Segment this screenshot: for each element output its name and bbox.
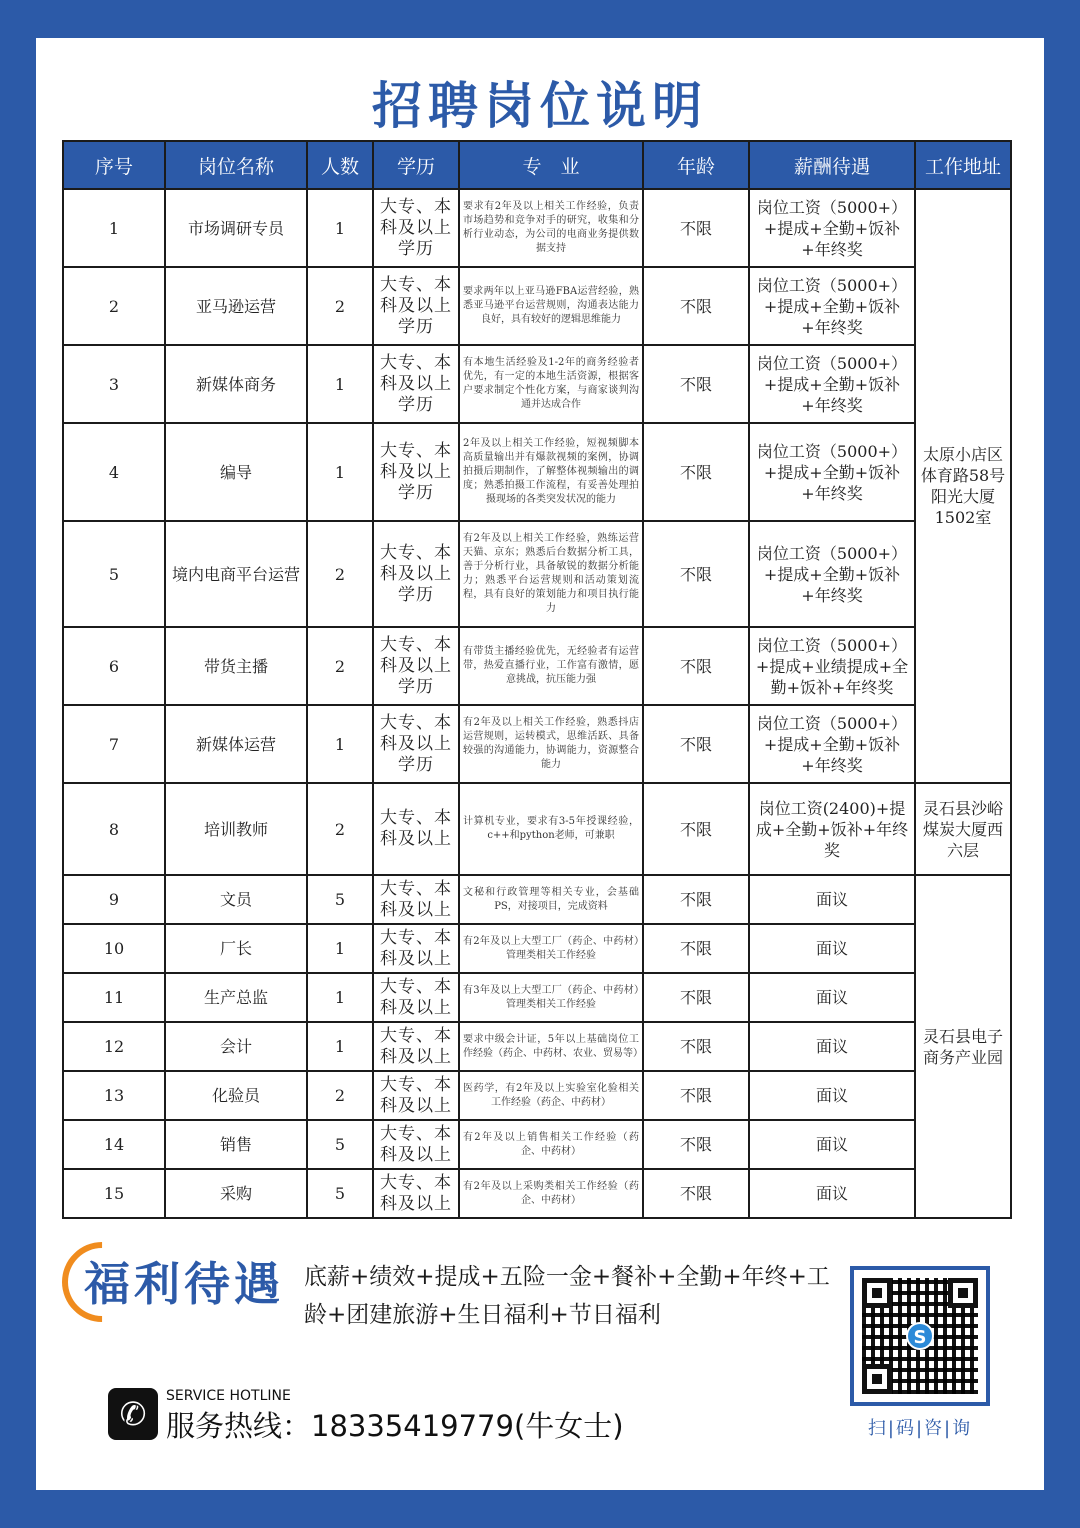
row-no: 7: [63, 705, 165, 783]
row-salary: 岗位工资（5000+）+提成+全勤+饭补+年终奖: [749, 521, 915, 627]
row-salary: 面议: [749, 1169, 915, 1218]
row-education: 大专、本科及以上: [373, 875, 459, 924]
header-count: 人数: [307, 141, 373, 189]
table-row: [63, 924, 1011, 973]
row-education: 大专、本科及以上: [373, 1022, 459, 1071]
table-row: [63, 1120, 1011, 1169]
row-salary: 面议: [749, 924, 915, 973]
row-major: 2年及以上相关工作经验，短视频脚本高质量输出并有爆款视频的案例，协调拍摄后期制作，了解整体视频输出的调度；熟悉拍摄工作流程，有妥善处理拍摄现场的各类突发状况的能力: [459, 423, 643, 521]
row-no: 10: [63, 924, 165, 973]
jobs-table: [62, 140, 1012, 1219]
row-salary: 面议: [749, 973, 915, 1022]
row-position: 化验员: [165, 1071, 307, 1120]
row-position: 培训教师: [165, 783, 307, 875]
row-salary: 岗位工资(2400)+提成+全勤+饭补+年终奖: [749, 783, 915, 875]
row-education: 大专、本科及以上: [373, 1169, 459, 1218]
table-row: [63, 521, 1011, 627]
qr-finder-icon: [948, 1278, 978, 1308]
row-count: 1: [307, 189, 373, 267]
row-salary: 岗位工资（5000+）+提成+全勤+饭补+年终奖: [749, 345, 915, 423]
hotline-label-en: SERVICE HOTLINE: [166, 1388, 291, 1404]
row-count: 5: [307, 875, 373, 924]
row-position: 销售: [165, 1120, 307, 1169]
row-no: 4: [63, 423, 165, 521]
header-no: 序号: [63, 141, 165, 189]
row-education: 大专、本科及以上学历: [373, 521, 459, 627]
row-education: 大专、本科及以上学历: [373, 627, 459, 705]
row-no: 3: [63, 345, 165, 423]
row-age: 不限: [643, 1022, 749, 1071]
row-position: 厂长: [165, 924, 307, 973]
benefits-text: 底薪+绩效+提成+五险一金+餐补+全勤+年终+工龄+团建旅游+生日福利+节日福利: [304, 1264, 830, 1328]
header-major: 专 业: [459, 141, 643, 189]
row-no: 13: [63, 1071, 165, 1120]
row-age: 不限: [643, 973, 749, 1022]
row-salary: 岗位工资（5000+）+提成+业绩提成+全勤+饭补+年终奖: [749, 627, 915, 705]
row-position: 亚马逊运营: [165, 267, 307, 345]
row-salary: 面议: [749, 1071, 915, 1120]
row-no: 12: [63, 1022, 165, 1071]
row-major: 有带货主播经验优先，无经验者有运营带，热爱直播行业，工作富有激情，愿意挑战，抗压能力强: [459, 627, 643, 705]
row-major: 医药学，有2年及以上实验室化验相关工作经验（药企、中药材）: [459, 1071, 643, 1120]
row-major: 有本地生活经验及1-2年的商务经验者优先，有一定的本地生活资源，根据客户要求制定个性化方案，与商家谈判沟通并达成合作: [459, 345, 643, 423]
row-major: 有2年及以上相关工作经验，熟悉抖店运营规则，运转模式，思维活跃、具备较强的沟通能力，协调能力，资源整合能力: [459, 705, 643, 783]
table-row: [63, 1071, 1011, 1120]
qr-code-pattern: [862, 1278, 978, 1394]
row-address: 太原小店区体育路58号阳光大厦1502室: [915, 189, 1011, 783]
row-education: 大专、本科及以上: [373, 924, 459, 973]
row-education: 大专、本科及以上: [373, 1120, 459, 1169]
row-major: 要求中级会计证，5年以上基础岗位工作经验（药企、中药材、农业、贸易等）: [459, 1022, 643, 1071]
header-education: 学历: [373, 141, 459, 189]
row-education: 大专、本科及以上: [373, 783, 459, 875]
row-position: 新媒体运营: [165, 705, 307, 783]
table-row: [63, 423, 1011, 521]
qr-center-logo-icon: S: [906, 1322, 934, 1350]
row-position: 带货主播: [165, 627, 307, 705]
row-no: 1: [63, 189, 165, 267]
row-no: 8: [63, 783, 165, 875]
row-position: 境内电商平台运营: [165, 521, 307, 627]
row-salary: 岗位工资（5000+）+提成+全勤+饭补+年终奖: [749, 423, 915, 521]
row-major: 有2年及以上大型工厂（药企、中药材）管理类相关工作经验: [459, 924, 643, 973]
row-major: 文秘和行政管理等相关专业，会基础PS，对接项目，完成资料: [459, 875, 643, 924]
qr-caption: 扫|码|咨|询: [867, 1418, 973, 1439]
row-age: 不限: [643, 1120, 749, 1169]
row-count: 2: [307, 267, 373, 345]
row-no: 15: [63, 1169, 165, 1218]
row-age: 不限: [643, 705, 749, 783]
row-count: 1: [307, 924, 373, 973]
benefits-title: 福利待遇: [84, 1257, 284, 1311]
row-salary: 面议: [749, 875, 915, 924]
table-row: [63, 1169, 1011, 1218]
row-age: 不限: [643, 423, 749, 521]
table-row: [63, 345, 1011, 423]
row-position: 采购: [165, 1169, 307, 1218]
row-major: 要求有2年及以上相关工作经验，负责市场趋势和竞争对手的研究，收集和分析行业动态，为公司的电商业务提供数据支持: [459, 189, 643, 267]
header-salary: 薪酬待遇: [749, 141, 915, 189]
row-salary: 面议: [749, 1022, 915, 1071]
row-count: 2: [307, 521, 373, 627]
row-no: 9: [63, 875, 165, 924]
table-row: [63, 189, 1011, 267]
row-count: 5: [307, 1120, 373, 1169]
row-salary: 面议: [749, 1120, 915, 1169]
row-education: 大专、本科及以上学历: [373, 267, 459, 345]
row-major: 要求两年以上亚马逊FBA运营经验，熟悉亚马逊平台运营规则，沟通表达能力良好，具有较好的逻辑思维能力: [459, 267, 643, 345]
row-age: 不限: [643, 1169, 749, 1218]
row-no: 14: [63, 1120, 165, 1169]
table-row: [63, 267, 1011, 345]
row-position: 会计: [165, 1022, 307, 1071]
table-row: [63, 627, 1011, 705]
phone-icon: ✆: [108, 1388, 158, 1440]
row-position: 市场调研专员: [165, 189, 307, 267]
qr-finder-icon: [862, 1278, 892, 1308]
table-header-row: [63, 141, 1011, 189]
row-count: 5: [307, 1169, 373, 1218]
benefits-logo: [62, 1234, 292, 1330]
hotline-number: 服务热线：18335419779(牛女士): [166, 1409, 624, 1443]
table-row: [63, 783, 1011, 875]
row-count: 1: [307, 973, 373, 1022]
header-address: 工作地址: [915, 141, 1011, 189]
table-row: [63, 973, 1011, 1022]
row-no: 6: [63, 627, 165, 705]
row-age: 不限: [643, 521, 749, 627]
row-count: 2: [307, 1071, 373, 1120]
row-major: 有2年及以上销售相关工作经验（药企、中药材）: [459, 1120, 643, 1169]
row-major: 计算机专业，要求有3-5年授课经验，c++和python老师，可兼职: [459, 783, 643, 875]
header-age: 年龄: [643, 141, 749, 189]
row-age: 不限: [643, 783, 749, 875]
row-age: 不限: [643, 875, 749, 924]
row-age: 不限: [643, 189, 749, 267]
table-row: [63, 1022, 1011, 1071]
row-address: 灵石县沙峪煤炭大厦西六层: [915, 783, 1011, 875]
row-count: 2: [307, 783, 373, 875]
row-major: 有2年及以上采购类相关工作经验（药企、中药材）: [459, 1169, 643, 1218]
poster-sheet: [36, 38, 1044, 1490]
row-education: 大专、本科及以上学历: [373, 423, 459, 521]
row-salary: 岗位工资（5000+）+提成+全勤+饭补+年终奖: [749, 705, 915, 783]
row-position: 新媒体商务: [165, 345, 307, 423]
page-title: 招聘岗位说明: [372, 76, 708, 135]
row-education: 大专、本科及以上: [373, 1071, 459, 1120]
row-count: 1: [307, 705, 373, 783]
row-age: 不限: [643, 345, 749, 423]
row-no: 11: [63, 973, 165, 1022]
qr-finder-icon: [862, 1364, 892, 1394]
row-count: 2: [307, 627, 373, 705]
row-position: 文员: [165, 875, 307, 924]
qr-code[interactable]: [850, 1266, 990, 1406]
header-position: 岗位名称: [165, 141, 307, 189]
row-major: 有2年及以上相关工作经验，熟练运营天猫、京东；熟悉后台数据分析工具，善于分析行业，具备敏锐的数据分析能力；熟悉平台运营规则和活动策划流程，具有良好的策划能力和项目执行能力: [459, 521, 643, 627]
row-age: 不限: [643, 267, 749, 345]
row-count: 1: [307, 345, 373, 423]
table-row: [63, 875, 1011, 924]
row-age: 不限: [643, 1071, 749, 1120]
row-age: 不限: [643, 627, 749, 705]
row-position: 编导: [165, 423, 307, 521]
row-salary: 岗位工资（5000+）+提成+全勤+饭补+年终奖: [749, 189, 915, 267]
row-salary: 岗位工资（5000+）+提成+全勤+饭补+年终奖: [749, 267, 915, 345]
row-education: 大专、本科及以上学历: [373, 705, 459, 783]
row-education: 大专、本科及以上学历: [373, 189, 459, 267]
row-education: 大专、本科及以上: [373, 973, 459, 1022]
row-address: 灵石县电子商务产业园: [915, 875, 1011, 1218]
row-count: 1: [307, 1022, 373, 1071]
row-age: 不限: [643, 924, 749, 973]
row-major: 有3年及以上大型工厂（药企、中药材）管理类相关工作经验: [459, 973, 643, 1022]
row-education: 大专、本科及以上学历: [373, 345, 459, 423]
table-row: [63, 705, 1011, 783]
row-count: 1: [307, 423, 373, 521]
row-position: 生产总监: [165, 973, 307, 1022]
row-no: 2: [63, 267, 165, 345]
row-no: 5: [63, 521, 165, 627]
